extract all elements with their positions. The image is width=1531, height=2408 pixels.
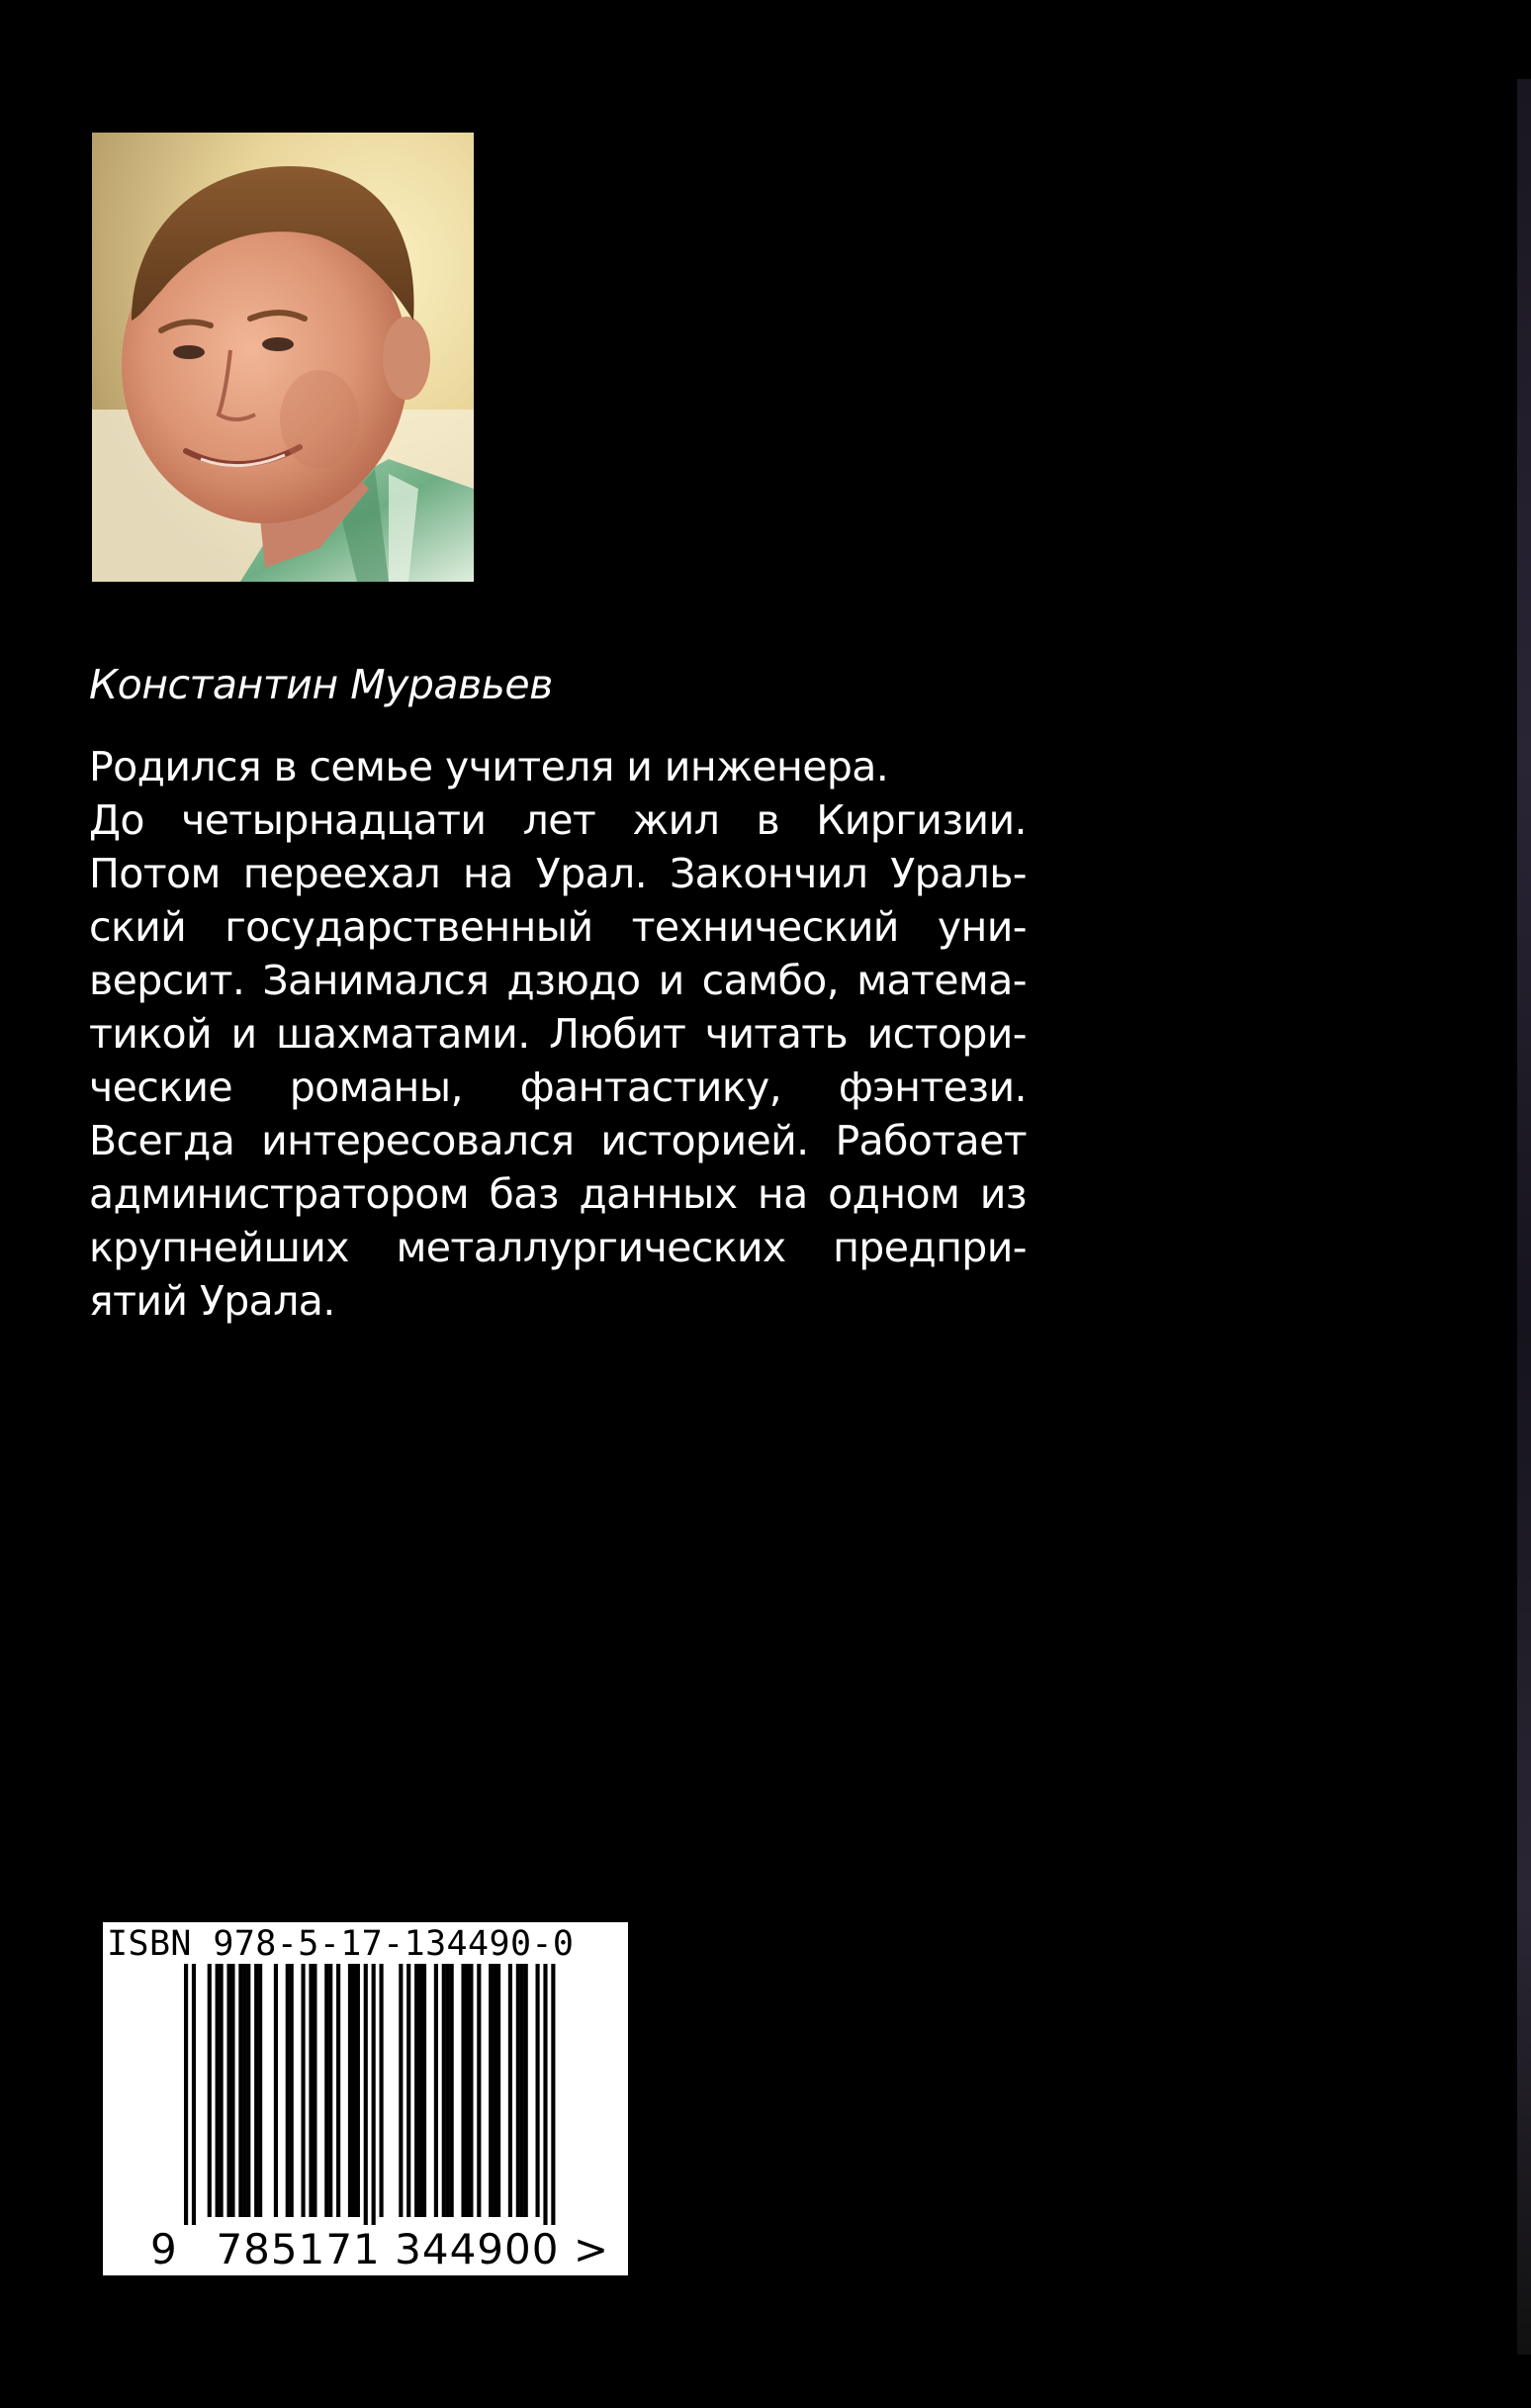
author-photo <box>92 133 474 582</box>
barcode-bar <box>313 1964 316 2217</box>
bio-word: Урал. <box>535 850 648 897</box>
bio-word: историей. <box>600 1117 809 1164</box>
barcode-bar <box>302 1964 306 2217</box>
barcode-bar <box>286 1964 290 2217</box>
barcode-bar <box>184 1964 188 2231</box>
barcode-bar <box>324 1964 328 2217</box>
bio-word: администратором <box>89 1170 470 1218</box>
bio-word: читать <box>704 1010 849 1058</box>
bio-word: и <box>658 957 684 1004</box>
bio-word: лет <box>522 796 596 844</box>
barcode-bar <box>543 1964 547 2231</box>
bio-word: шахматами. <box>276 1010 530 1058</box>
bio-word: фэнтези. <box>838 1064 1027 1111</box>
bio-word: данных <box>579 1170 738 1218</box>
barcode-bar <box>461 1964 465 2217</box>
bio-word: на <box>463 850 513 897</box>
cover-edge-strip <box>1517 79 1531 2355</box>
barcode-bar <box>418 1964 422 2217</box>
barcode-bar <box>496 1964 500 2217</box>
barcode-bar <box>290 1964 294 2217</box>
bio-word: технический <box>631 903 899 951</box>
barcode-bar <box>414 1964 418 2217</box>
barcode-bar <box>258 1964 262 2217</box>
bio-word: тикой <box>89 1010 213 1058</box>
bio-line <box>89 1061 1027 1114</box>
bio-line <box>89 1114 1027 1167</box>
bio-word: версит. <box>89 957 245 1004</box>
barcode-bar <box>238 1964 242 2217</box>
bio-word: Закончил <box>670 850 868 897</box>
barcode-bar <box>226 1964 230 2217</box>
barcode-bar <box>348 1964 352 2217</box>
bio-word: матема- <box>856 957 1027 1004</box>
barcode-bar <box>328 1964 332 2217</box>
barcode-bar <box>465 1964 469 2217</box>
barcode-bar <box>352 1964 356 2217</box>
barcode-bar <box>469 1964 473 2217</box>
bio-word: и <box>230 1010 257 1058</box>
bio-line: Родился в семье учителя и инженера. <box>89 743 889 790</box>
bio-word: До <box>89 796 144 844</box>
barcode-bar <box>309 1964 313 2217</box>
author-name: Константин Муравьев <box>89 661 553 708</box>
barcode-quiet-zone-marker: > <box>573 2225 610 2273</box>
barcode-bar <box>477 1964 481 2217</box>
bio-word: четырнадцати <box>181 796 487 844</box>
barcode-bar <box>254 1964 258 2217</box>
barcode-bar <box>192 1964 196 2231</box>
barcode-bar <box>508 1964 512 2217</box>
barcode-bar <box>356 1964 360 2217</box>
barcode-digits <box>148 2225 611 2273</box>
bio-line: ятий Урала. <box>89 1277 335 1325</box>
bio-word: баз <box>489 1170 559 1218</box>
bio-word: металлургических <box>396 1224 786 1271</box>
barcode-bar <box>434 1964 438 2217</box>
bio-word: Потом <box>89 850 221 897</box>
barcode-bar <box>208 1964 212 2217</box>
barcode-bar <box>450 1964 454 2217</box>
bio-word: истори- <box>866 1010 1027 1058</box>
bio-word: романы, <box>289 1064 463 1111</box>
barcode-bar <box>246 1964 250 2217</box>
bio-word: переехал <box>242 850 441 897</box>
bio-word: государственный <box>225 903 593 951</box>
bio-word: на <box>757 1170 808 1218</box>
bio-line <box>89 1167 1027 1221</box>
barcode-bar <box>364 1964 368 2231</box>
barcode-bar <box>516 1964 520 2217</box>
bio-line <box>89 1007 1027 1061</box>
bio-word: ский <box>89 903 187 951</box>
bio-word: интересовался <box>261 1117 575 1164</box>
barcode-bar <box>230 1964 234 2217</box>
bio-word: самбо, <box>701 957 840 1004</box>
barcode-bar <box>442 1964 446 2217</box>
barcode-bar <box>446 1964 450 2217</box>
bio-word: Занимался <box>262 957 490 1004</box>
bio-word: Любит <box>549 1010 686 1058</box>
bio-word: Ураль- <box>890 850 1027 897</box>
bio-word: ческие <box>89 1064 233 1111</box>
barcode-bar <box>520 1964 524 2217</box>
barcode-bar <box>274 1964 278 2217</box>
bio-word: уни- <box>937 903 1027 951</box>
bio-line <box>89 1221 1027 1274</box>
author-bio <box>89 740 1027 1328</box>
isbn-label: ISBN 978-5-17-134490-0 <box>107 1924 575 1964</box>
isbn-barcode <box>103 1922 628 2275</box>
barcode-bar <box>536 1964 540 2217</box>
barcode-bar <box>551 1964 555 2231</box>
barcode-lead-digit: 9 <box>150 2225 178 2273</box>
bio-word: в <box>756 796 780 844</box>
barcode-bar <box>336 1964 340 2217</box>
bio-line <box>89 954 1027 1007</box>
bio-word: фантастику, <box>519 1064 782 1111</box>
barcode-bar <box>372 1964 376 2231</box>
barcode-bar <box>399 1964 403 2217</box>
barcode-number: 785171 344900 <box>216 2225 560 2273</box>
barcode-bars <box>103 1964 628 2231</box>
barcode-bar <box>380 1964 384 2217</box>
barcode-bar <box>216 1964 220 2217</box>
bio-word: из <box>979 1170 1027 1218</box>
bio-word: Киргизии. <box>816 796 1027 844</box>
bio-word: Работает <box>835 1117 1027 1164</box>
barcode-bar <box>489 1964 493 2217</box>
bio-word: дзюдо <box>506 957 641 1004</box>
bio-word: крупнейших <box>89 1224 349 1271</box>
barcode-bar <box>493 1964 496 2217</box>
barcode-bar <box>524 1964 528 2217</box>
barcode-bar <box>406 1964 410 2217</box>
bio-word: жил <box>632 796 720 844</box>
bio-word: предпри- <box>833 1224 1027 1271</box>
bio-line <box>89 793 1027 847</box>
bio-word: Всегда <box>89 1117 235 1164</box>
bio-word: одном <box>828 1170 960 1218</box>
barcode-bar <box>422 1964 426 2217</box>
bio-line <box>89 900 1027 954</box>
bio-line <box>89 847 1027 900</box>
barcode-bar <box>242 1964 246 2217</box>
barcode-bar <box>220 1964 224 2217</box>
